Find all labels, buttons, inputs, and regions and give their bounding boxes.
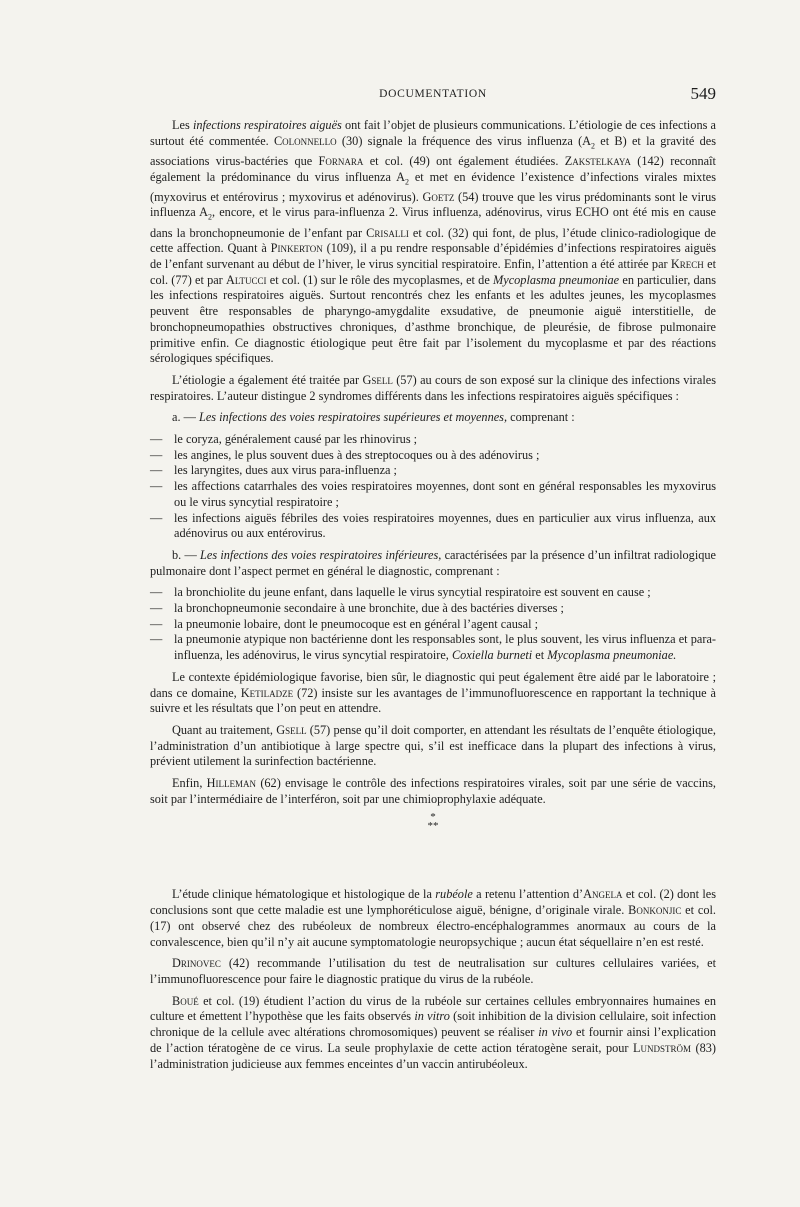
author-name: Gsell: [362, 372, 393, 387]
author-name: Fornara: [318, 153, 364, 168]
author-name: Angela: [583, 887, 623, 902]
paragraph-respiratory-infections: Les infections respiratoires aiguës ont fait l’objet de plusieurs communications. L’étiologie de ces infections a surtout été commentée. Colonnello (30) signale la fréquence des virus influenza ($A_2$ et B) et la gravité des associations virus-bactéries que Fornara et col. (49) ont également étudiées. Zakstelkaya (142) reconnaît également la prédominance du virus influenza $A_2$ et met en évidence l’existence d’infections virales mixtes (myxovirus et entérovirus ; myxovirus et adénovirus). Goetz (54) trouve que les virus prédominants sont le virus influenza $A_2$, encore, et le virus para-influenza 2. Virus influenza, adénovirus, virus ECHO ont été mis en cause dans la bronchopneumonie de l’enfant par Crisalli et col. (32) qui font, de plus, l’étude clinico-radiologique de cette affection. Quant à Pinkerton (109), il a pu rendre responsable d’épidémies d’infections respiratoires aiguës de l’enfant survenant au début de l’hiver, le virus syncitial respiratoire. Enfin, l’attention a été attirée par Krech et col. (77) et par Altucci et col. (1) sur le rôle des mycoplasmes, et de Mycoplasma pneumoniae en particulier, dans les infections respiratoires aiguës. Surtout rencontrés chez les enfants et les adultes jeunes, les mycoplasmes peuvent être responsables de pharyngo-amygdalite exsudative, de pneumonie aiguë interstitielle, de bronchopneumopathies obstructives chroniques, d’asthme bronchique, de pleurésie, de fibrose pulmonaire primitive enfin. Ce diagnostic étiologique peut être fait par l’isolement du mycoplasme et par des réactions sérologiques spécifiques.: [150, 118, 717, 366]
body-text: [150, 118, 716, 1078]
section-a-heading: a. — Les infections des voies respiratoires supérieures et moyennes, comprenant :: [172, 410, 575, 425]
author-name: Altucci: [225, 272, 267, 287]
section-a-list: [150, 432, 716, 542]
author-name: Pinkerton: [270, 241, 323, 256]
paragraph-diagnosis: Le contexte épidémiologique favorise, bien sûr, le diagnostic qui peut également être aidé par le laboratoire ; dans ce domaine, Ketiladze (72) insiste sur les avantages de l’immunofluorescence en rapportant la technique à suivre et les résultats que l’on peut en attendre.: [150, 669, 716, 716]
author-name: Drinovec: [172, 956, 221, 971]
paragraph-prevention: Enfin, Hilleman (62) envisage le contrôle des infections respiratoires virales, soit par une série de vaccins, soit par l’intermédiaire de l’interféron, soit par une chimioprophylaxie adéquate.: [150, 776, 716, 806]
paragraph-rubeola-study: L’étude clinique hématologique et histologique de la rubéole a retenu l’attention d’Angela et col. (2) dont les conclusions sont que cette maladie est une lymphoréticulose aiguë, bénigne, d’originale virale. Bonkonjic et col. (17) ont observé chez des rubéoleux de nombreux électro-encéphalogrammes anormaux au cours de la convalescence, bien qu’il n’y ait aucune symptomatologie neuropsychique ; aucun état séquellaire n’en est resté.: [150, 887, 716, 949]
asterism-separator: * **: [427, 811, 439, 833]
author-name: Colonnello: [273, 133, 337, 148]
author-name: Ketiladze: [240, 685, 294, 700]
list-item: — les angines, le plus souvent dues à des streptocoques ou à des adénovirus ;: [150, 448, 716, 464]
list-item: — la bronchiolite du jeune enfant, dans laquelle le virus syncytial respiratoire est souvent en cause ;: [150, 585, 716, 601]
list-item: — les infections aiguës fébriles des voies respiratoires moyennes, dues en particulier aux virus influenza, aux adénovirus ou aux entérovirus.: [150, 511, 716, 542]
section-b-heading: b. — Les infections des voies respiratoires inférieures, caractérisées par la présence d’un infiltrat radiologique pulmonaire dont l’aspect permet en général le diagnostic, comprenant :: [150, 547, 716, 578]
author-name: Krech: [670, 256, 704, 271]
list-item: — le coryza, généralement causé par les rhinovirus ;: [150, 432, 716, 448]
author-name: Zakstelkaya: [564, 153, 631, 168]
list-item: — la pneumonie atypique non bactérienne dont les responsables sont, le plus souvent, les virus influenza et para-influenza, les adénovirus, le virus syncytial respiratoire, Coxiella burneti et Mycoplasma pneumoniae.: [150, 632, 716, 663]
author-name: Boué: [172, 993, 199, 1008]
list-item: — les affections catarrhales des voies respiratoires moyennes, dont sont en général responsables les myxovirus ou le virus syncytial respiratoire ;: [150, 479, 716, 510]
list-item: — les laryngites, dues aux virus para-influenza ;: [150, 463, 716, 479]
paragraph-boue: Boué et col. (19) étudient l’action du virus de la rubéole sur certaines cellules embryonnaires humaines en culture et émettent l’hypothèse que les faits observés in vitro (soit inhibition de la division cellulaire, soit infection chronique de la cellule avec altérations chromosomiques) peuvent se réaliser in vivo et fournir ainsi l’explication de l’action tératogène de ce virus. La seule prophylaxie de cette action tératogène serait, pour Lundström (83) l’administration judicieuse aux femmes enceintes d’un vaccin antirubéoleux.: [150, 993, 716, 1071]
author-name: Lundström: [633, 1040, 692, 1055]
author-name: Goetz: [422, 189, 455, 204]
running-title: DOCUMENTATION: [379, 88, 487, 100]
page-number: 549: [690, 84, 716, 103]
author-name: Gsell: [276, 722, 307, 737]
list-item: — la bronchopneumonie secondaire à une bronchite, due à des bactéries diverses ;: [150, 601, 716, 617]
author-name: Crisalli: [366, 225, 409, 240]
paragraph-drinovec: Drinovec (42) recommande l’utilisation du test de neutralisation sur cultures cellulaires variées, et l’immunofluorescence pour faire le diagnostic pratique du virus de la rubéole.: [150, 956, 716, 986]
section-b-list: [150, 585, 716, 664]
paragraph-treatment: Quant au traitement, Gsell (57) pense qu’il doit comporter, en attendant les résultats de l’enquête étiologique, l’administration d’un antibiotique à large spectre qui, s’il est inefficace dans la plupart des infections à virus, prévient utilement la surinfection bactérienne.: [150, 722, 716, 769]
paragraph-gsell-etiology: L’étiologie a également été traitée par Gsell (57) au cours de son exposé sur la clinique des infections virales respiratoires. L’auteur distingue 2 syndromes différents dans les infections respiratoires aiguës spécifiques :: [150, 372, 716, 403]
list-item: — la pneumonie lobaire, dont le pneumocoque est en général l’agent causal ;: [150, 617, 716, 633]
running-header: [150, 84, 716, 108]
author-name: Bonkonjic: [628, 903, 682, 918]
author-name: Hilleman: [206, 776, 257, 791]
